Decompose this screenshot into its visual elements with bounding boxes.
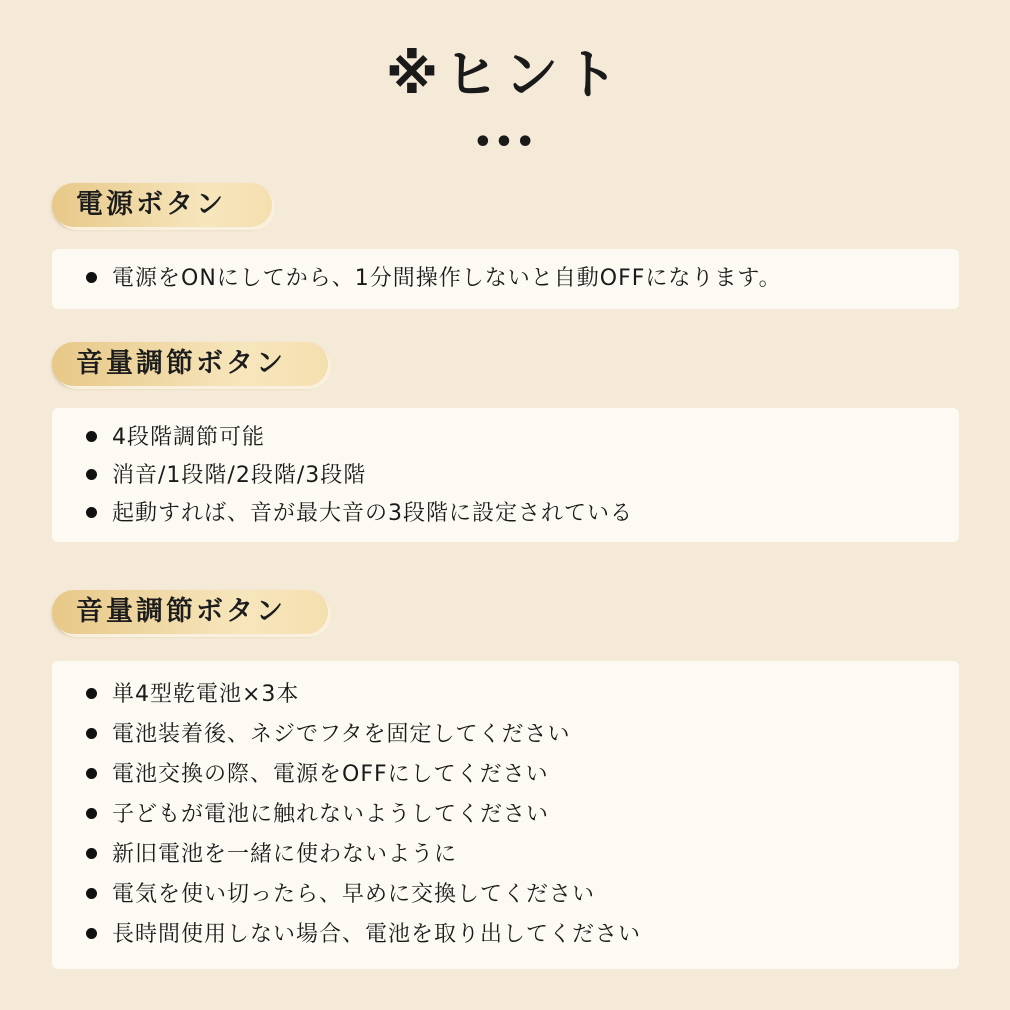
section-heading-power: 電源ボタン [52, 183, 272, 227]
list-item: 新旧電池を一緒に使わないように [86, 840, 457, 870]
bullet-icon [86, 928, 97, 939]
bullet-icon [86, 768, 97, 779]
list-item: 電池装着後、ネジでフタを固定してください [86, 720, 570, 750]
bullet-icon [86, 728, 97, 739]
section-heading-battery: 音量調節ボタン [52, 590, 328, 634]
list-item: 電源をONにしてから、1分間操作しないと自動OFFになります。 [86, 264, 782, 294]
ellipsis-dots: ••• [473, 125, 537, 160]
bullet-icon [86, 469, 97, 480]
page-title: ※ヒント [385, 43, 625, 106]
list-item: 電池交換の際、電源をOFFにしてください [86, 760, 549, 790]
list-item: 長時間使用しない場合、電池を取り出してください [86, 920, 641, 950]
bullet-icon [86, 431, 97, 442]
bullet-icon [86, 688, 97, 699]
bullet-icon [86, 272, 97, 283]
list-item: 子どもが電池に触れないようしてください [86, 800, 549, 830]
list-item: 消音/1段階/2段階/3段階 [86, 461, 366, 491]
section-card-volume [52, 408, 959, 542]
bullet-icon [86, 507, 97, 518]
list-item: 単4型乾電池×3本 [86, 680, 299, 710]
bullet-icon [86, 848, 97, 859]
list-item: 起動すれば、音が最大音の3段階に設定されている [86, 499, 633, 529]
bullet-icon [86, 888, 97, 899]
bullet-icon [86, 808, 97, 819]
list-item: 4段階調節可能 [86, 423, 265, 453]
section-card-battery [52, 661, 959, 969]
section-card-power [52, 249, 959, 309]
section-heading-volume: 音量調節ボタン [52, 342, 328, 386]
list-item: 電気を使い切ったら、早めに交換してください [86, 880, 595, 910]
